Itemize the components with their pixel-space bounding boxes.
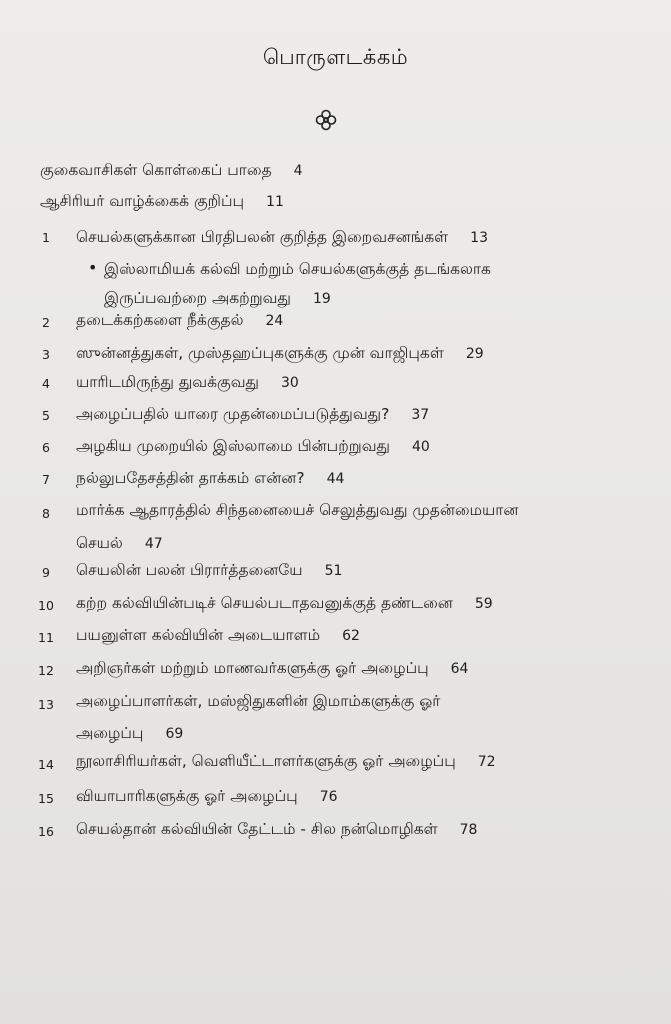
toc-entry-title: கற்ற கல்வியின்படிச் செயல்படாதவனுக்குத் தண்டனை	[76, 594, 453, 612]
toc-entry-number: 10	[38, 598, 54, 613]
toc-entry-title: செயல்களுக்கான பிரதிபலன் குறித்த இறைவசனங்கள்	[76, 228, 449, 246]
toc-entry-title: ஆசிரியர் வாழ்க்கைக் குறிப்பு	[40, 192, 245, 210]
toc-entry-number: 8	[42, 506, 50, 521]
toc-entry[interactable]	[76, 343, 484, 364]
toc-entry[interactable]	[76, 372, 299, 393]
toc-entry-number: 1	[42, 230, 50, 245]
toc-entry[interactable]	[76, 404, 429, 425]
toc-entry[interactable]	[76, 786, 338, 807]
toc-entry[interactable]	[76, 436, 430, 457]
toc-entry-page: 29	[465, 346, 484, 362]
toc-entry-title: பயனுள்ள கல்வியின் அடையாளம்	[76, 626, 321, 644]
toc-entry-title-line2: அழைப்பு	[76, 724, 144, 742]
toc-entry-page: 19	[312, 291, 331, 307]
toc-entry-title: ஸுன்னத்துகள், முஸ்தஹப்புகளுக்கு முன் வாஜிபுகள்	[76, 344, 444, 362]
toc-entry-number: 15	[38, 791, 54, 806]
toc-entry-number: 7	[42, 472, 50, 487]
toc-entry[interactable]	[76, 819, 477, 840]
toc-entry[interactable]	[40, 160, 303, 181]
bullet-marker: •	[88, 258, 98, 277]
toc-entry-page: 13	[470, 230, 488, 246]
toc-entry-page: 51	[324, 563, 343, 579]
toc-entry-title: அறிஞர்கள் மற்றும் மாணவர்களுக்கு ஓர் அழைப்பு	[76, 659, 429, 677]
toc-entry-page: 24	[265, 313, 284, 329]
toc-entry-title: நூலாசிரியர்கள், வெளியீட்டாளர்களுக்கு ஓர் அழைப்பு	[76, 752, 456, 770]
toc-entry[interactable]	[76, 560, 342, 581]
toc-entry[interactable]	[76, 468, 344, 489]
toc-entry-page: 76	[319, 789, 338, 805]
toc-entry-page: 30	[280, 375, 299, 391]
toc-entry-number: 4	[42, 376, 50, 391]
toc-entry-page: 47	[144, 536, 163, 552]
toc-entry-page: 64	[450, 661, 469, 677]
toc-entry-page: 4	[293, 163, 303, 179]
toc-entry-title: அழைப்பதில் யாரை முதன்மைப்படுத்துவது?	[76, 405, 390, 423]
toc-entry-number: 13	[38, 697, 54, 712]
toc-entry-title: செயல்தான் கல்வியின் தேட்டம் - சில நன்மொழிகள்	[76, 820, 438, 838]
toc-entry-page: 62	[342, 628, 360, 644]
toc-entry-title-line1: மார்க்க ஆதாரத்தில் சிந்தனையைச் செலுத்துவது முதன்மையான	[76, 501, 519, 519]
toc-entry[interactable]	[76, 310, 283, 331]
toc-entry[interactable]	[76, 500, 518, 554]
toc-entry[interactable]	[76, 751, 496, 772]
toc-entry-page: 72	[477, 754, 496, 770]
toc-entry-page: 69	[165, 726, 184, 742]
toc-entry-title: செயலின் பலன் பிரார்த்தனையே	[76, 561, 303, 579]
toc-entry-page: 40	[412, 439, 430, 455]
toc-entry-page: 37	[411, 407, 430, 423]
toc-entry-number: 9	[42, 565, 50, 580]
toc-entry-page: 78	[459, 822, 478, 838]
toc-entry-number: 16	[38, 824, 54, 839]
toc-entry-title: நல்லுபதேசத்தின் தாக்கம் என்ன?	[76, 469, 305, 487]
toc-entry-title: அழகிய முறையில் இஸ்லாமை பின்பற்றுவது	[76, 437, 390, 455]
toc-entry-page: 44	[326, 471, 345, 487]
toc-entry-number: 6	[42, 440, 50, 455]
page-title: பொருளடக்கம்	[262, 45, 409, 69]
toc-entry-number: 3	[42, 347, 50, 362]
toc-entry-title: குகைவாசிகள் கொள்கைப் பாதை	[40, 161, 272, 179]
toc-entry-title-line2: செயல்	[76, 534, 123, 552]
toc-entry-title: யாரிடமிருந்து துவக்குவது	[76, 373, 259, 391]
toc-entry-title-line1: இஸ்லாமியக் கல்வி மற்றும் செயல்களுக்குத் தடங்கலாக	[104, 260, 491, 278]
toc-entry[interactable]	[104, 259, 491, 309]
ornament-flower-icon	[314, 108, 338, 132]
toc-entry[interactable]	[40, 191, 284, 212]
toc-entry-title: வியாபாரிகளுக்கு ஓர் அழைப்பு	[76, 787, 298, 805]
toc-entry[interactable]	[76, 658, 468, 679]
toc-entry-title-line2: இருப்பவற்றை அகற்றுவது	[104, 289, 291, 307]
toc-entry-page: 59	[474, 596, 493, 612]
toc-entry[interactable]	[76, 593, 493, 614]
toc-entry-number: 2	[42, 315, 50, 330]
toc-entry-number: 11	[38, 630, 54, 645]
toc-entry-number: 14	[38, 757, 54, 772]
toc-entry-number: 12	[38, 663, 54, 678]
toc-entry[interactable]	[76, 227, 488, 248]
toc-entry-title-line1: அழைப்பாளர்கள், மஸ்ஜிதுகளின் இமாம்களுக்கு ஓர்	[76, 692, 441, 710]
toc-entry[interactable]	[76, 691, 440, 744]
toc-entry-page: 11	[266, 194, 284, 210]
toc-entry-number: 5	[42, 408, 50, 423]
toc-entry[interactable]	[76, 625, 360, 646]
toc-entry-title: தடைக்கற்களை நீக்குதல்	[76, 311, 244, 329]
